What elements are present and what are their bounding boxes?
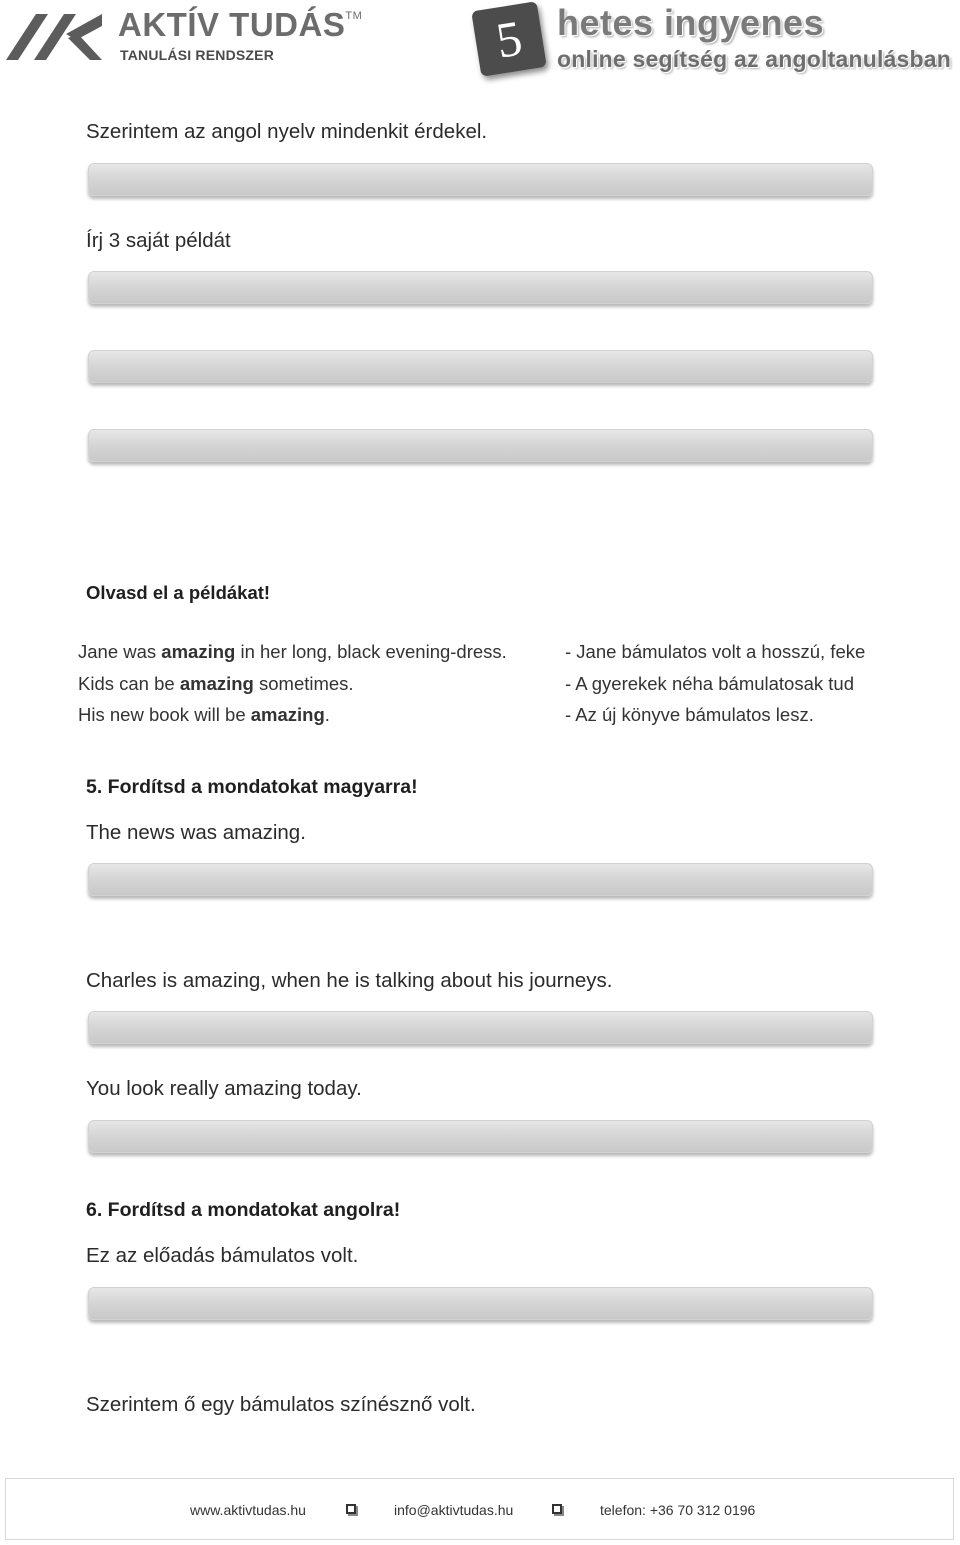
english-example: Kids can be amazing sometimes. [78,673,354,694]
tagline-title: hetes ingyenes [557,2,825,43]
section-5-heading: 5. Fordítsd a mondatokat magyarra! [86,776,418,798]
english-example: His new book will be amazing. [78,704,330,725]
footer-website-link[interactable]: www.aktivtudas.hu [190,1502,306,1518]
answer-line[interactable] [88,863,873,896]
translate-sentence: The news was amazing. [86,821,306,844]
english-example: Jane was amazing in her long, black evening-dress. [78,641,507,662]
answer-line[interactable] [88,429,873,462]
tagline-subtitle: online segítség az angoltanulásban [557,46,952,72]
footer-email-link[interactable]: info@aktivtudas.hu [394,1502,514,1518]
translate-sentence: Szerintem ő egy bámulatos színésznő volt. [86,1393,476,1416]
translate-sentence: Charles is amazing, when he is talking about his journeys. [86,969,613,992]
brand-subtitle: TANULÁSI RENDSZER [120,47,275,63]
checkbox-bullet-icon [552,1504,562,1514]
translate-sentence: You look really amazing today. [86,1077,362,1100]
hungarian-translations [565,640,883,730]
aktiv-tudas-logo-icon [6,12,104,64]
brand-name: AKTÍV TUDÁS™ [118,6,363,43]
section-6-heading: 6. Fordítsd a mondatokat angolra! [86,1199,401,1221]
example-sentence: Szerintem az angol nyelv mindenkit érdekel. [86,120,488,143]
answer-line[interactable] [88,163,873,196]
checkbox-bullet-icon [346,1504,356,1514]
answer-line[interactable] [88,350,873,383]
hungarian-example: - A gyerekek néha bámulatosak tud [565,673,854,694]
translate-sentence: Ez az előadás bámulatos volt. [86,1244,359,1267]
answer-line[interactable] [88,1011,873,1044]
hungarian-example: - Az új könyve bámulatos lesz. [565,704,814,725]
answer-line[interactable] [88,271,873,304]
five-week-badge: 5 [471,1,547,77]
own-examples-prompt: Írj 3 saját példát [86,229,231,252]
answer-line[interactable] [88,1287,873,1320]
hungarian-example: - Jane bámulatos volt a hosszú, feke [565,641,866,662]
footer-phone: telefon: +36 70 312 0196 [600,1502,756,1518]
answer-line[interactable] [88,1120,873,1153]
read-examples-instruction: Olvasd el a példákat! [86,582,271,603]
